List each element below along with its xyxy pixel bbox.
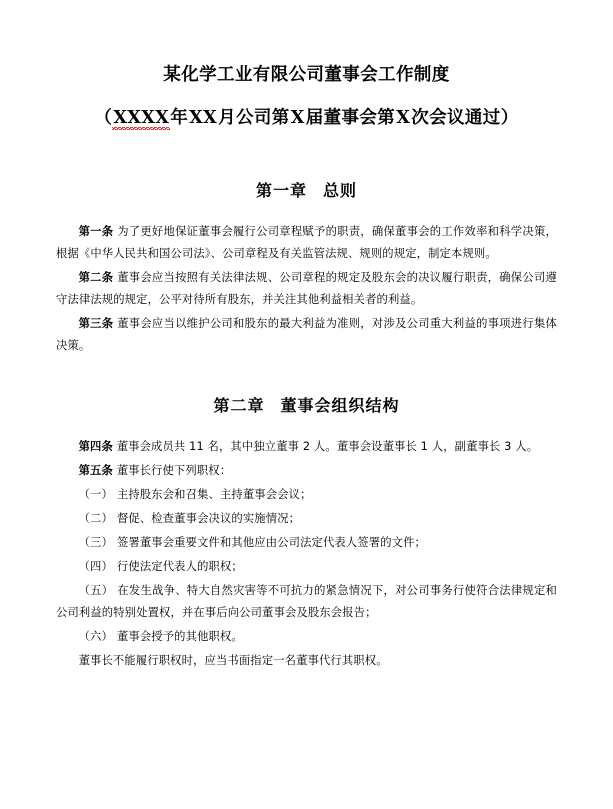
page-title: 某化学工业有限公司董事会工作制度	[163, 65, 450, 85]
article-1-label: 第一条	[78, 225, 114, 239]
subtitle-year-unit: 年	[170, 108, 189, 129]
article-1-paragraph	[56, 221, 557, 265]
article-4-paragraph	[56, 436, 557, 458]
year-placeholder: XXXX	[113, 108, 170, 129]
sub-item-6-text: 董事会授予的其他职权。	[116, 630, 243, 644]
section-spacer	[56, 359, 557, 393]
sub-item-4-text: 行使法定代表人的职权；	[116, 560, 243, 574]
sub-item-3-text: 签署董事会重要文件和其他应由公司法定代表人签署的文件；	[116, 536, 427, 550]
list-item	[56, 556, 557, 578]
article-1-text: 为了更好地保证董事会履行公司章程赋予的职责，确保董事会的工作效率和科学决策，根据《中华人民共和国公司法》、公司章程及有关监管法规、规则的规定，制定本规则。	[56, 225, 557, 261]
list-item	[56, 508, 557, 530]
article-5-label: 第五条	[78, 464, 113, 478]
chapter-2-number: 第二章	[213, 396, 265, 416]
subtitle-open-paren: （	[94, 108, 113, 129]
article-5-paragraph	[56, 460, 557, 482]
chapter-heading-2	[56, 393, 557, 416]
list-item	[56, 484, 557, 506]
article-5-text: 董事长行使下列职权：	[116, 464, 232, 478]
chapter-1-number: 第一章	[255, 181, 307, 201]
article-2-label: 第二条	[78, 271, 114, 285]
sub-item-5-number: （五）	[78, 584, 114, 598]
subtitle-close-paren: ）	[500, 108, 519, 129]
sub-item-1-text: 主持股东会和召集、主持董事会会议；	[116, 488, 312, 502]
article-4-label: 第四条	[78, 440, 113, 454]
sub-item-2-number: （二）	[78, 512, 113, 526]
article-3-paragraph	[56, 313, 557, 357]
chapter-1-name: 总则	[323, 181, 358, 201]
session-placeholder: X	[396, 108, 411, 129]
subtitle-term-unit: 届董事会第	[305, 108, 396, 129]
sub-item-4-number: （四）	[78, 560, 113, 574]
sub-item-5-text: 在发生战争、特大自然灾害等不可抗力的紧急情况下，对公司事务行使符合法律规定和公司利益的特别处置权，并在事后向公司董事会及股东会报告；	[56, 584, 557, 620]
article-4-text: 董事会成员共 11 名，其中独立董事 2 人。董事会设董事长 1 人，副董事长 3 人。	[116, 440, 539, 454]
sub-item-2-text: 督促、检查董事会决议的实施情况；	[116, 512, 301, 526]
sub-item-3-number: （三）	[78, 536, 113, 550]
chapter-heading-1	[56, 178, 557, 201]
term-placeholder: X	[290, 108, 305, 129]
list-item	[56, 626, 557, 648]
chapter-2-closing-paragraph: 董事长不能履行职权时，应当书面指定一名董事代行其职权。	[78, 654, 388, 668]
month-placeholder: XX	[189, 108, 218, 129]
subtitle-month-unit: 月公司第	[218, 108, 290, 129]
article-2-text: 董事会应当按照有关法律法规、公司章程的规定及股东会的决议履行职责，确保公司遵守法律法规的规定，公平对待所有股东，并关注其他利益相关者的利益。	[56, 271, 557, 307]
list-item	[56, 532, 557, 554]
subtitle-session-unit: 次会议通过	[411, 108, 501, 129]
article-3-label: 第三条	[78, 317, 114, 331]
sub-item-1-number: （一）	[78, 488, 113, 502]
list-item	[56, 580, 557, 624]
article-3-text: 董事会应当以维护公司和股东的最大利益为准则，对涉及公司重大利益的事项进行集体决策。	[56, 317, 557, 353]
sub-item-6-number: （六）	[78, 630, 113, 644]
article-2-paragraph	[56, 267, 557, 311]
document-subtitle	[56, 105, 557, 132]
chapter-2-name: 董事会组织结构	[280, 396, 400, 416]
